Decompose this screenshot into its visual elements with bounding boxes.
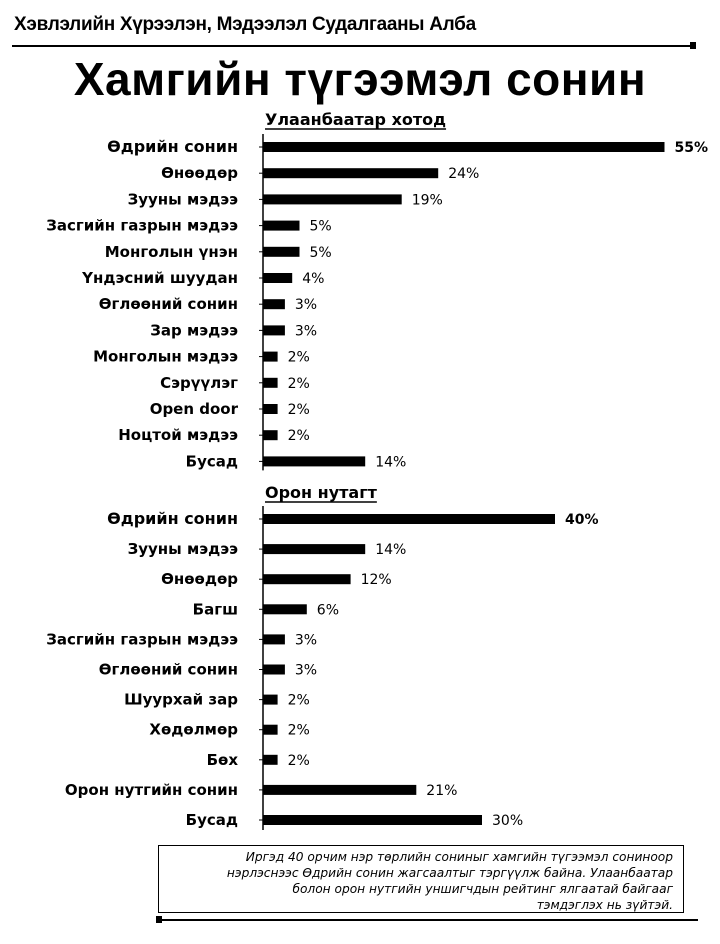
value-label: 4%: [302, 271, 325, 287]
category-label: Ноцтой мэдээ: [118, 426, 238, 445]
category-label: Засгийн газрын мэдээ: [46, 216, 238, 235]
value-label: 2%: [287, 692, 310, 709]
value-label: 12%: [360, 572, 392, 589]
category-label: Хөдөлмөр: [149, 720, 238, 739]
note-line: нэрлэснээс Өдрийн сонин жагсаалтыг тэргүүлж байна. Улаанбаатар: [226, 866, 673, 880]
bar: [263, 815, 482, 825]
value-label: 2%: [287, 349, 310, 366]
bar: [263, 299, 285, 309]
bar: [263, 168, 438, 178]
value-label: 3%: [294, 297, 318, 314]
category-label: Өдрийн сонин: [107, 509, 238, 528]
note-line: тэмдэглэх нь зүйтэй.: [536, 898, 673, 912]
category-label: Зар мэдээ: [150, 321, 238, 340]
category-label: Монголын үнэн: [104, 242, 238, 261]
bar: [263, 785, 416, 795]
value-label: 14%: [375, 542, 407, 559]
value-label: 3%: [294, 323, 318, 340]
value-label: 5%: [309, 244, 332, 261]
value-label: 6%: [316, 602, 340, 619]
bar: [263, 695, 278, 705]
bar: [263, 544, 365, 554]
section-title: Орон нутагт: [265, 483, 377, 502]
category-label: Өнөөдөр: [161, 570, 238, 589]
category-label: Шуурхай зар: [124, 690, 238, 709]
bar: [263, 574, 351, 584]
category-label: Өнөөдөр: [161, 164, 238, 183]
bar: [263, 725, 278, 735]
category-label: Багш: [192, 600, 238, 619]
bar: [263, 352, 278, 362]
category-label: Зууны мэдээ: [127, 540, 238, 559]
category-label: Өглөөний сонин: [98, 660, 238, 679]
value-label: 2%: [287, 428, 310, 445]
value-label: 2%: [287, 722, 310, 739]
value-label: 3%: [294, 632, 318, 649]
category-label: Орон нутгийн сонин: [64, 780, 238, 799]
value-label: 21%: [426, 782, 458, 799]
bar: [263, 404, 278, 414]
note-text: [173, 849, 673, 913]
category-label: Сэрүүлэг: [160, 373, 238, 392]
category-label: Өдрийн сонин: [107, 137, 238, 156]
section-title: Улаанбаатар хотод: [265, 110, 447, 129]
bar: [263, 456, 365, 466]
bar: [263, 430, 278, 440]
category-label: Өглөөний сонин: [98, 295, 238, 314]
value-label: 55%: [674, 140, 709, 156]
bar: [263, 247, 300, 257]
value-label: 2%: [287, 752, 310, 769]
value-label: 14%: [375, 454, 407, 471]
bar: [263, 514, 555, 524]
bar: [263, 604, 307, 614]
bar: [263, 634, 285, 644]
category-label: Бусад: [185, 811, 238, 829]
bottom-divider: [158, 919, 698, 921]
note-box: [158, 845, 684, 913]
category-label: Зууны мэдээ: [127, 190, 238, 209]
note-line: Иргэд 40 орчим нэр төрлийн сониныг хамгийн түгээмэл сониноор: [245, 850, 673, 864]
category-label: Үндэсний шуудан: [82, 269, 238, 287]
value-label: 5%: [309, 218, 332, 235]
department-header: Хэвлэлийн Хүрээлэн, Мэдээлэл Судалгааны Алба: [14, 14, 476, 35]
value-label: 24%: [448, 166, 480, 183]
value-label: 3%: [294, 662, 318, 679]
value-label: 40%: [565, 512, 599, 528]
bar: [263, 221, 300, 231]
category-label: Бөх: [206, 750, 238, 769]
category-label: Монголын мэдээ: [93, 347, 238, 366]
chart-title: Хамгийн түгээмэл сонин: [73, 53, 647, 105]
bar: [263, 142, 665, 152]
value-label: 2%: [287, 375, 310, 392]
bar: [263, 665, 285, 675]
category-label: Бусад: [185, 452, 238, 471]
category-label: Засгийн газрын мэдээ: [46, 630, 238, 649]
bar: [263, 378, 278, 388]
value-label: 30%: [492, 813, 524, 829]
bottom-divider-end-mark: [156, 916, 162, 923]
bar: [263, 273, 292, 283]
bar: [263, 755, 278, 765]
category-label: Open door: [149, 400, 238, 418]
value-label: 2%: [287, 402, 310, 418]
value-label: 19%: [411, 192, 443, 209]
bar: [263, 325, 285, 335]
bar: [263, 194, 402, 204]
note-line: болон орон нутгийн уншигчдын рейтинг ялгаатай байгааг: [292, 882, 673, 896]
